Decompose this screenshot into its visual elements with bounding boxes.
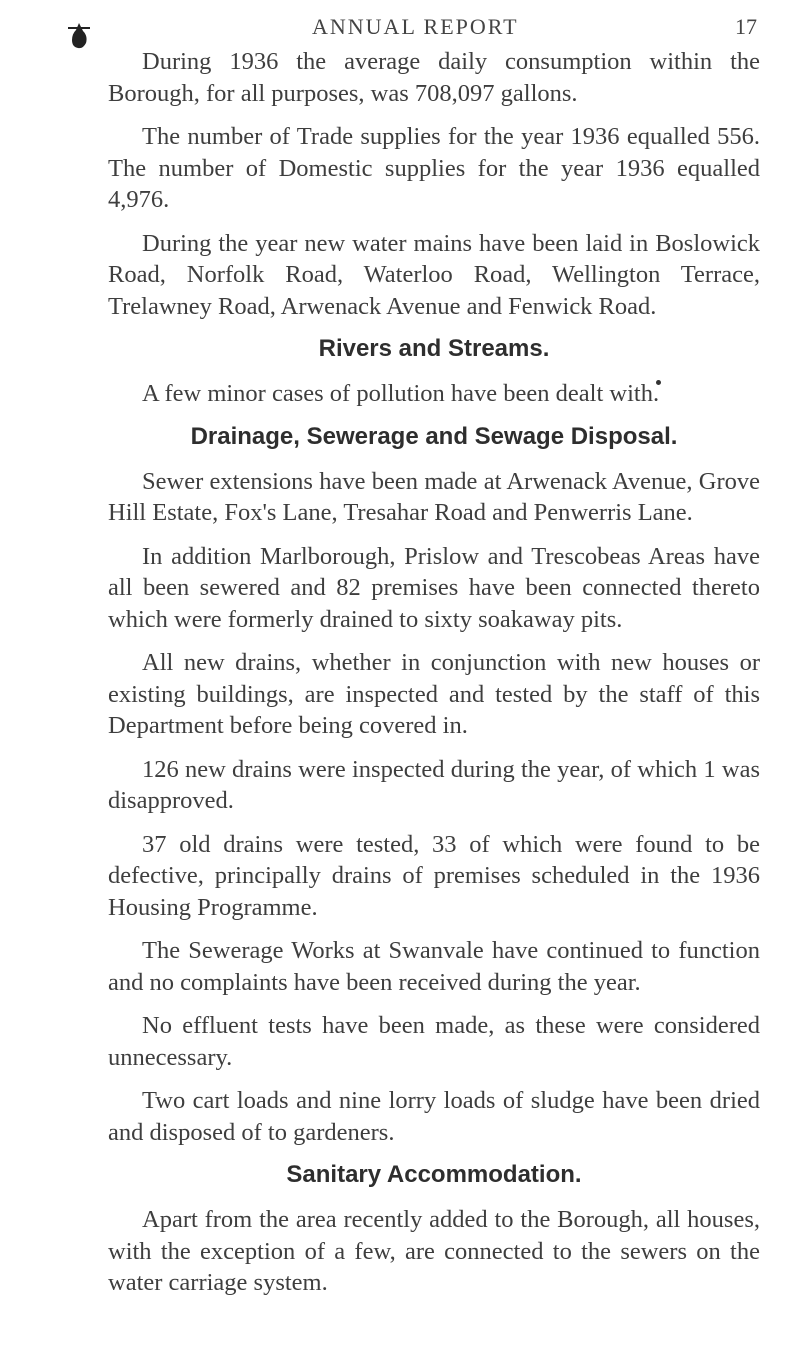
paragraph-water-mains: During the year new water mains have been laid in Boslowick Road, Norfolk Road, Waterloo Road, Wellington Terrace, Trelawney Road, Arwenack Avenue and Fenwick Road.	[108, 229, 760, 320]
paragraph-sanitary: Apart from the area recently added to the Borough, all houses, with the exception of a few, are connected to the sewers on the water carriage system.	[108, 1206, 760, 1296]
paragraph-sludge: Two cart loads and nine lorry loads of sludge have been dried and disposed of to gardeners.	[108, 1087, 760, 1146]
paragraph-areas-sewered: In addition Marlborough, Prislow and Trescobeas Areas have all been sewered and 82 premises have been connected thereto which were formerly drained to sixty soakaway pits.	[108, 542, 760, 633]
paragraph-supplies: The number of Trade supplies for the year 1936 equalled 556. The number of Domestic supplies for the year 1936 equalled 4,976.	[108, 123, 760, 213]
running-title: ANNUAL REPORT	[312, 14, 519, 39]
heading-rivers-streams: Rivers and Streams.	[318, 335, 550, 362]
paragraph-sewerage-works: The Sewerage Works at Swanvale have continued to function and no complaints have been received during the year.	[108, 937, 760, 996]
paragraph-effluent-tests: No effluent tests have been made, as these were considered unnecessary.	[108, 1012, 760, 1071]
heading-drainage: Drainage, Sewerage and Sewage Disposal.	[190, 422, 678, 450]
page-header	[0, 14, 800, 44]
page-number: 17	[735, 14, 757, 39]
report-body	[108, 46, 760, 1311]
paragraph-new-drains-count: 126 new drains were inspected during the year, of which 1 was disapproved.	[108, 755, 760, 814]
paragraph-pollution: A few minor cases of pollution have been dealt with.	[142, 380, 660, 407]
paragraph-water-consumption: During 1936 the average daily consumption within the Borough, for all purposes, was 708,097 gallons.	[108, 48, 760, 107]
heading-sanitary-accommodation: Sanitary Accommodation.	[286, 1161, 582, 1188]
ink-blot-icon	[66, 22, 92, 50]
paragraph-new-drains-policy: All new drains, whether in conjunction with new houses or existing buildings, are inspected and tested by the staff of this Department before being covered in.	[108, 649, 760, 739]
paragraph-old-drains: 37 old drains were tested, 33 of which were found to be defective, principally drains of premises scheduled in the 1936 Housing Programme.	[108, 830, 760, 921]
paragraph-sewer-extensions: Sewer extensions have been made at Arwenack Avenue, Grove Hill Estate, Fox's Lane, Tresahar Road and Penwerris Lane.	[108, 467, 760, 526]
